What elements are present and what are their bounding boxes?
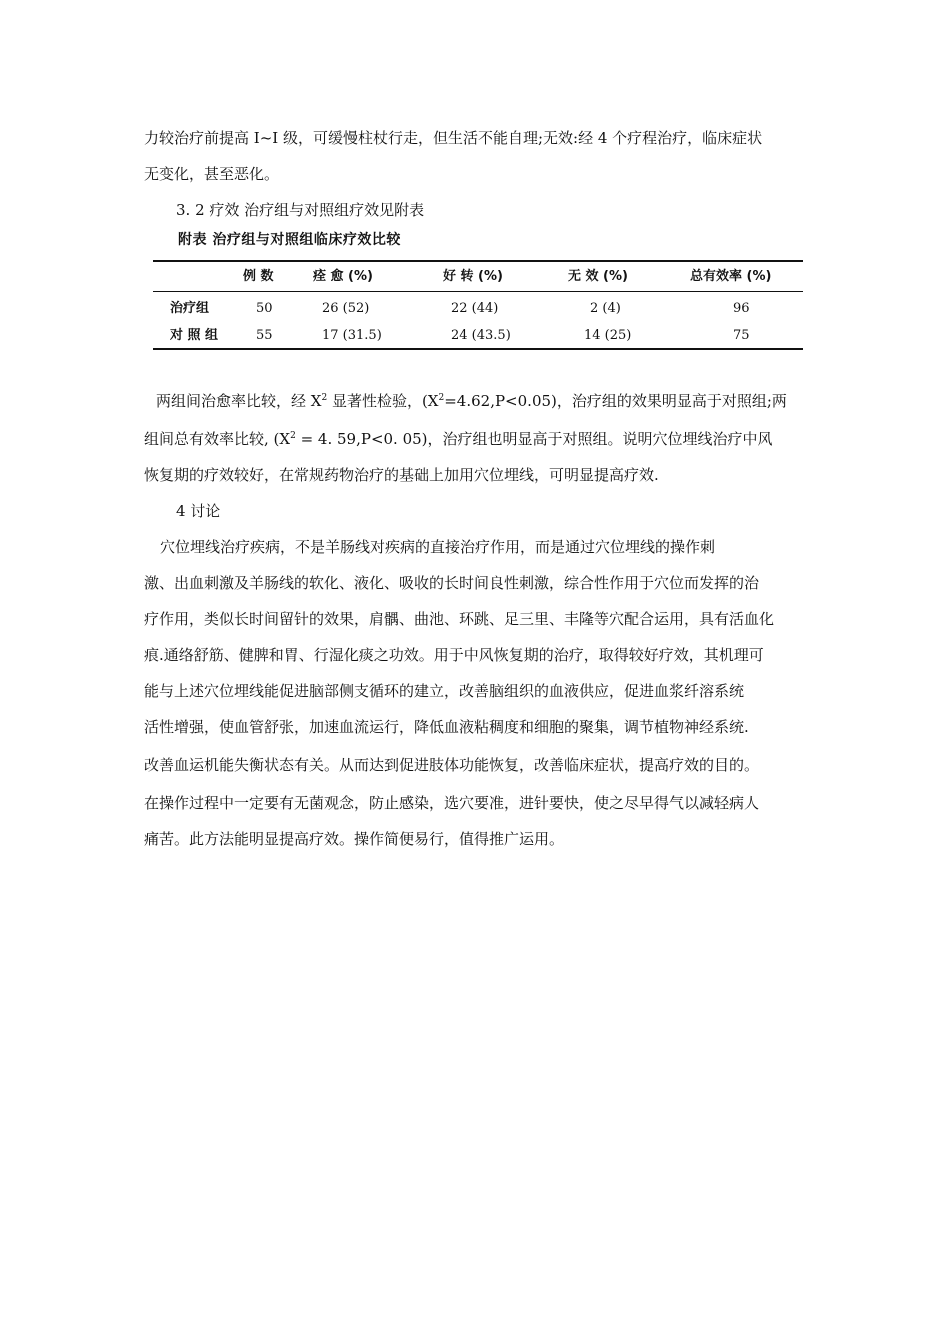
table-row-label: 治疗组 [170, 301, 210, 316]
text-line: 改善血运机能失衡状态有关。从而达到促进肢体功能恢复，改善临床症状，提高疗效的目的。 [144, 756, 760, 774]
table-cell: 50 [256, 301, 273, 316]
table-cell: 75 [733, 328, 750, 343]
text-line: 激、出血刺激及羊肠线的软化、液化、吸收的长时间良性刺激，综合性作用于穴位而发挥的治 [144, 574, 760, 592]
table-cell: 96 [733, 301, 750, 316]
section-heading: 3. 2 疗效 治疗组与对照组疗效见附表 [176, 201, 425, 219]
table-top-rule [153, 260, 803, 262]
table-cell: 24 (43.5) [451, 328, 511, 343]
table-row-label: 对 照 组 [170, 328, 219, 343]
table-header: 总有效率 (%) [690, 269, 772, 284]
table-bottom-rule [153, 348, 803, 350]
text-line: 痕.通络舒筋、健脾和胃、行湿化痰之功效。用于中风恢复期的治疗，取得较好疗效，其机理可 [144, 646, 764, 664]
text-line: 活性增强，使血管舒张，加速血流运行，降低血液粘稠度和细胞的聚集，调节植物神经系统. [144, 718, 749, 736]
table-cell: 14 (25) [584, 328, 632, 343]
text-line: 在操作过程中一定要有无菌观念，防止感染，选穴要准，进针要快，使之尽早得气以减轻病人 [144, 794, 760, 812]
table-header: 例 数 [243, 269, 274, 284]
table-title: 附表 治疗组与对照组临床疗效比较 [178, 232, 401, 248]
table-cell: 2 (4) [590, 301, 621, 316]
text-line: 力较治疗前提高 I~I 级，可缓慢柱杖行走，但生活不能自理;无效:经 4 个疗程治疗，临床症状 [144, 129, 763, 147]
text-line: 痛苦。此方法能明显提高疗效。操作简便易行，值得推广运用。 [144, 830, 565, 848]
table-cell: 17 (31.5) [322, 328, 382, 343]
text-line: 穴位埋线治疗疾病，不是羊肠线对疾病的直接治疗作用，而是通过穴位埋线的操作刺 [160, 538, 716, 556]
text-line: 组间总有效率比较, ($X^2 = 4$. 59,P<0. 05)，治疗组也明显高于对照组。说明穴位埋线治疗中风 [144, 430, 773, 448]
table-cell: 26 (52) [322, 301, 370, 316]
table-cell: 22 (44) [451, 301, 499, 316]
table-header: 好 转 (%) [443, 269, 503, 284]
section-heading: 4 讨论 [176, 502, 221, 520]
text-line: 两组间治愈率比较，经 $X^2$ 显著性检验，$(X^2=4.62,P<0.05)$，治疗组的效果明显高于对照组;两 [156, 392, 787, 410]
text-line: 能与上述穴位埋线能促进脑部侧支循环的建立，改善脑组织的血液供应，促进血浆纤溶系统 [144, 682, 745, 700]
table-header: 痊 愈 (%) [313, 269, 373, 284]
text-line: 无变化，甚至恶化。 [144, 165, 280, 183]
text-line: 疗作用，类似长时间留针的效果，肩髃、曲池、环跳、足三里、丰隆等穴配合运用，具有活血化 [144, 610, 775, 628]
table-cell: 55 [256, 328, 273, 343]
table-header: 无 效 (%) [568, 269, 628, 284]
table-header-rule [153, 291, 803, 292]
text-line: 恢复期的疗效较好，在常规药物治疗的基础上加用穴位埋线，可明显提高疗效. [144, 466, 659, 484]
